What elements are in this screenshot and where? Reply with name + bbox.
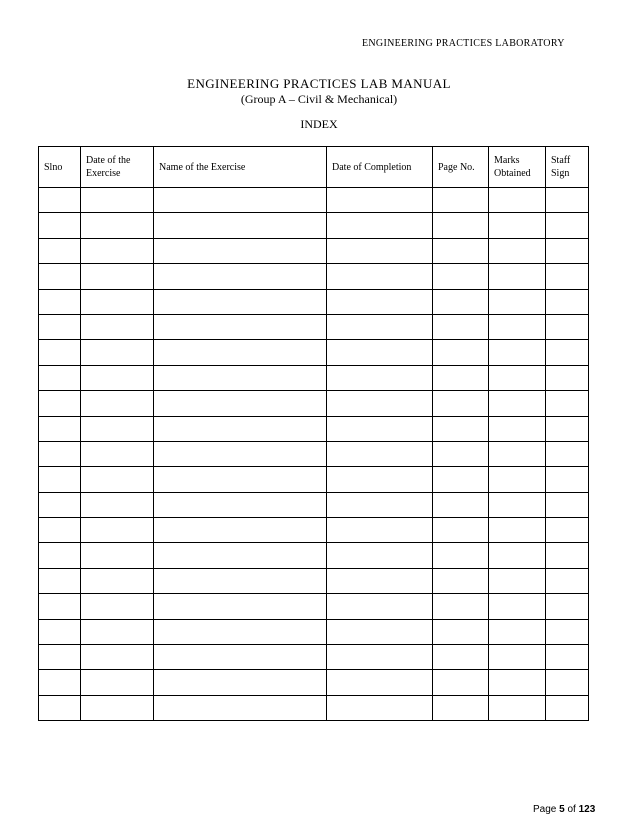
table-row xyxy=(39,391,589,416)
table-cell xyxy=(546,391,589,416)
table-cell xyxy=(489,492,546,517)
table-cell xyxy=(433,314,489,339)
table-cell xyxy=(81,518,154,543)
table-cell xyxy=(489,289,546,314)
table-cell xyxy=(154,416,327,441)
table-cell xyxy=(39,213,81,238)
table-cell xyxy=(154,289,327,314)
table-row xyxy=(39,441,589,466)
table-cell xyxy=(546,340,589,365)
table-cell xyxy=(154,518,327,543)
col-header-name-of-exercise: Name of the Exercise xyxy=(154,147,327,188)
table-cell xyxy=(489,645,546,670)
table-row xyxy=(39,340,589,365)
table-cell xyxy=(154,213,327,238)
table-cell xyxy=(327,213,433,238)
table-cell xyxy=(546,365,589,390)
current-page-number: 5 xyxy=(559,804,565,815)
table-cell xyxy=(81,391,154,416)
table-cell xyxy=(546,568,589,593)
table-cell xyxy=(433,391,489,416)
table-row xyxy=(39,467,589,492)
table-cell xyxy=(546,264,589,289)
table-cell xyxy=(546,314,589,339)
table-cell xyxy=(81,695,154,720)
table-cell xyxy=(154,188,327,213)
table-cell xyxy=(433,619,489,644)
table-cell xyxy=(154,645,327,670)
table-cell xyxy=(39,340,81,365)
table-cell xyxy=(154,391,327,416)
table-cell xyxy=(433,645,489,670)
table-cell xyxy=(81,213,154,238)
table-cell xyxy=(327,188,433,213)
page-footer xyxy=(533,804,595,815)
table-row xyxy=(39,695,589,720)
table-cell xyxy=(546,188,589,213)
table-row xyxy=(39,619,589,644)
col-header-date-of-completion: Date of Completion xyxy=(327,147,433,188)
table-cell xyxy=(154,340,327,365)
table-cell xyxy=(81,289,154,314)
table-cell xyxy=(39,238,81,263)
table-cell xyxy=(39,365,81,390)
col-header-page-no: Page No. xyxy=(433,147,489,188)
table-cell xyxy=(546,543,589,568)
table-cell xyxy=(39,391,81,416)
table-cell xyxy=(154,594,327,619)
table-cell xyxy=(81,365,154,390)
col-header-date-of-exercise: Date of the Exercise xyxy=(81,147,154,188)
table-row xyxy=(39,492,589,517)
of-word: of xyxy=(567,804,576,815)
table-cell xyxy=(327,416,433,441)
table-row xyxy=(39,264,589,289)
table-cell xyxy=(489,467,546,492)
table-cell xyxy=(81,314,154,339)
table-cell xyxy=(327,365,433,390)
table-cell xyxy=(546,213,589,238)
col-header-slno: Slno xyxy=(39,147,81,188)
page-word: Page xyxy=(533,804,557,815)
index-table xyxy=(38,146,589,721)
table-cell xyxy=(433,492,489,517)
table-cell xyxy=(154,467,327,492)
table-cell xyxy=(433,695,489,720)
table-row xyxy=(39,568,589,593)
table-cell xyxy=(546,518,589,543)
table-cell xyxy=(327,670,433,695)
table-cell xyxy=(39,619,81,644)
table-cell xyxy=(39,416,81,441)
table-cell xyxy=(489,568,546,593)
table-cell xyxy=(327,340,433,365)
table-cell xyxy=(489,213,546,238)
table-cell xyxy=(433,594,489,619)
table-row xyxy=(39,365,589,390)
table-cell xyxy=(433,264,489,289)
table-cell xyxy=(433,441,489,466)
table-cell xyxy=(327,645,433,670)
table-cell xyxy=(81,543,154,568)
table-cell xyxy=(81,467,154,492)
table-cell xyxy=(154,314,327,339)
table-cell xyxy=(154,238,327,263)
table-cell xyxy=(489,416,546,441)
table-cell xyxy=(327,238,433,263)
table-cell xyxy=(39,518,81,543)
table-cell xyxy=(489,543,546,568)
table-cell xyxy=(154,670,327,695)
table-cell xyxy=(81,619,154,644)
table-cell xyxy=(489,670,546,695)
table-cell xyxy=(489,264,546,289)
table-cell xyxy=(327,467,433,492)
table-row xyxy=(39,188,589,213)
table-cell xyxy=(433,213,489,238)
table-cell xyxy=(546,492,589,517)
table-row xyxy=(39,314,589,339)
table-cell xyxy=(327,264,433,289)
table-cell xyxy=(489,314,546,339)
table-cell xyxy=(546,238,589,263)
table-cell xyxy=(489,238,546,263)
table-cell xyxy=(39,695,81,720)
table-cell xyxy=(81,188,154,213)
table-cell xyxy=(39,289,81,314)
table-cell xyxy=(546,289,589,314)
table-cell xyxy=(81,340,154,365)
table-cell xyxy=(154,365,327,390)
table-cell xyxy=(327,492,433,517)
table-row xyxy=(39,543,589,568)
document-title: ENGINEERING PRACTICES LAB MANUAL xyxy=(187,76,451,91)
table-cell xyxy=(433,365,489,390)
table-cell xyxy=(489,594,546,619)
table-row xyxy=(39,518,589,543)
table-cell xyxy=(433,518,489,543)
table-cell xyxy=(546,441,589,466)
table-cell xyxy=(39,441,81,466)
table-cell xyxy=(39,670,81,695)
table-cell xyxy=(327,518,433,543)
table-cell xyxy=(39,188,81,213)
running-header: ENGINEERING PRACTICES LABORATORY xyxy=(362,38,565,49)
table-cell xyxy=(81,492,154,517)
table-cell xyxy=(327,441,433,466)
col-header-marks-obtained: Marks Obtained xyxy=(489,147,546,188)
table-cell xyxy=(433,289,489,314)
table-row xyxy=(39,213,589,238)
table-cell xyxy=(81,238,154,263)
table-row xyxy=(39,289,589,314)
table-cell xyxy=(327,619,433,644)
table-cell xyxy=(39,467,81,492)
table-cell xyxy=(489,391,546,416)
table-cell xyxy=(546,619,589,644)
table-cell xyxy=(81,568,154,593)
table-cell xyxy=(327,289,433,314)
table-cell xyxy=(433,568,489,593)
table-row xyxy=(39,645,589,670)
table-cell xyxy=(546,670,589,695)
table-cell xyxy=(546,594,589,619)
table-row xyxy=(39,594,589,619)
table-cell xyxy=(327,594,433,619)
table-row xyxy=(39,670,589,695)
table-cell xyxy=(489,619,546,644)
table-cell xyxy=(39,645,81,670)
table-cell xyxy=(81,645,154,670)
col-header-staff-sign: Staff Sign xyxy=(546,147,589,188)
table-cell xyxy=(81,670,154,695)
table-cell xyxy=(489,441,546,466)
table-cell xyxy=(546,467,589,492)
table-cell xyxy=(489,518,546,543)
table-cell xyxy=(154,543,327,568)
table-cell xyxy=(154,619,327,644)
index-heading: INDEX xyxy=(300,117,338,131)
table-cell xyxy=(433,467,489,492)
table-cell xyxy=(39,492,81,517)
table-cell xyxy=(489,365,546,390)
table-cell xyxy=(489,695,546,720)
table-cell xyxy=(327,543,433,568)
table-cell xyxy=(154,568,327,593)
table-cell xyxy=(81,264,154,289)
table-cell xyxy=(489,188,546,213)
table-header-row xyxy=(39,147,589,188)
table-row xyxy=(39,238,589,263)
document-subtitle: (Group A – Civil & Mechanical) xyxy=(240,92,398,106)
table-body xyxy=(39,188,589,721)
table-cell xyxy=(81,594,154,619)
table-cell xyxy=(433,670,489,695)
table-cell xyxy=(433,188,489,213)
table-cell xyxy=(327,391,433,416)
table-cell xyxy=(546,416,589,441)
table-cell xyxy=(39,264,81,289)
table-cell xyxy=(433,238,489,263)
table-cell xyxy=(327,314,433,339)
table-cell xyxy=(433,416,489,441)
total-pages-number: 123 xyxy=(578,804,596,815)
table-cell xyxy=(81,416,154,441)
table-cell xyxy=(154,264,327,289)
table-cell xyxy=(489,340,546,365)
table-cell xyxy=(39,594,81,619)
table-cell xyxy=(154,441,327,466)
table-cell xyxy=(154,695,327,720)
table-row xyxy=(39,416,589,441)
table-cell xyxy=(39,314,81,339)
table-cell xyxy=(39,568,81,593)
table-cell xyxy=(327,568,433,593)
table-cell xyxy=(39,543,81,568)
table-cell xyxy=(327,695,433,720)
table-cell xyxy=(433,340,489,365)
table-cell xyxy=(433,543,489,568)
table-cell xyxy=(546,695,589,720)
table-cell xyxy=(81,441,154,466)
table-cell xyxy=(154,492,327,517)
table-cell xyxy=(546,645,589,670)
